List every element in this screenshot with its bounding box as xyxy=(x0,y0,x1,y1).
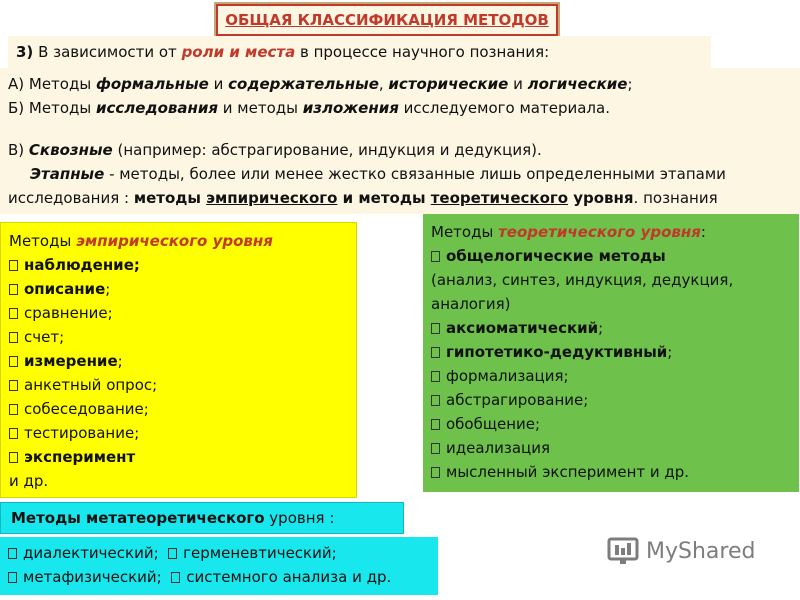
bullet-icon xyxy=(431,395,440,406)
myshared-logo: MyShared xyxy=(606,530,772,572)
list-item: тестирование; xyxy=(9,421,348,445)
metatheoretical-methods-box xyxy=(0,537,438,595)
section-3-heading: 3) В зависимости от роли и места в процессе научного познания: xyxy=(8,36,711,68)
list-item: гипотетико-дедуктивный; xyxy=(431,340,791,364)
bullet-icon xyxy=(9,452,18,463)
item-etap-cont: исследования : методы эмпирического и методы теоретического уровня. познания xyxy=(8,189,718,207)
list-item: анкетный опрос; xyxy=(9,373,348,397)
bullet-icon xyxy=(431,323,440,334)
list-item: абстрагирование; xyxy=(431,388,791,412)
empirical-methods-box xyxy=(0,222,357,498)
page-title: ОБЩАЯ КЛАССИФИКАЦИЯ МЕТОДОВ xyxy=(216,4,558,36)
bullet-icon xyxy=(8,572,17,583)
list-item: наблюдение; xyxy=(9,253,348,277)
bullet-icon xyxy=(431,347,440,358)
bullet-icon xyxy=(171,572,180,583)
bullet-icon xyxy=(431,443,440,454)
theoretical-heading: Методы теоретического уровня: xyxy=(431,223,706,241)
metatheoretical-heading-box: Методы метатеоретического уровня : xyxy=(0,502,404,534)
bullet-icon xyxy=(9,284,18,295)
list-item: идеализация xyxy=(431,436,791,460)
item-a: А) Методы формальные и содержательные, исторические и логические; xyxy=(8,75,633,93)
item-v: В) Сквозные (например: абстрагирование, индукция и дедукция). xyxy=(8,141,542,159)
list-item: (анализ, синтез, индукция, дедукция, xyxy=(431,271,734,289)
list-item: собеседование; xyxy=(9,397,348,421)
bullet-icon xyxy=(9,356,18,367)
bullet-icon xyxy=(431,467,440,478)
bullet-icon xyxy=(9,332,18,343)
bullet-icon xyxy=(9,308,18,319)
list-item: метафизический; системного анализа и др. xyxy=(8,565,430,589)
list-item: описание; xyxy=(9,277,348,301)
bullet-icon xyxy=(9,260,18,271)
myshared-logo-icon xyxy=(606,534,640,568)
list-item: формализация; xyxy=(431,364,791,388)
list-item: измерение; xyxy=(9,349,348,373)
item-etap: Этапные - методы, более или менее жестко связанные лишь определенными этапами xyxy=(30,165,726,183)
empirical-end: и др. xyxy=(9,472,49,490)
list-item: счет; xyxy=(9,325,348,349)
empirical-heading: Методы эмпирического уровня xyxy=(9,232,273,250)
bullet-icon xyxy=(8,548,17,559)
bullet-icon xyxy=(431,419,440,430)
list-item: диалектический; герменевтический; xyxy=(8,541,430,565)
item-b: Б) Методы исследования и методы изложения исследуемого материала. xyxy=(8,99,610,117)
list-item: мысленный эксперимент и др. xyxy=(431,460,791,484)
list-item: сравнение; xyxy=(9,301,348,325)
bullet-icon xyxy=(9,380,18,391)
list-item: обобщение; xyxy=(431,412,791,436)
list-item: аналогия) xyxy=(431,295,511,313)
list-item: аксиоматический; xyxy=(431,316,791,340)
classification-text-block xyxy=(0,68,800,214)
list-item: эксперимент xyxy=(9,445,348,469)
theoretical-methods-box xyxy=(423,214,799,492)
list-item: общелогические методы xyxy=(431,244,791,268)
bullet-icon xyxy=(168,548,177,559)
bullet-icon xyxy=(9,428,18,439)
bullet-icon xyxy=(431,371,440,382)
bullet-icon xyxy=(9,404,18,415)
bullet-icon xyxy=(431,251,440,262)
